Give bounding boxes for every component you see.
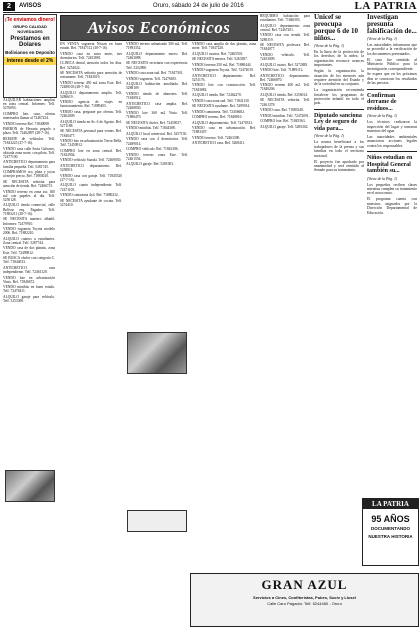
classified-ad: VENDO vehículo Suzuki. Telf. 72469030. bbox=[60, 158, 122, 163]
classified-ad: SE NECESITA secretaria con experiencia. Telf. 5252890. bbox=[126, 61, 188, 70]
ad-brand-name: GRAN AZUL bbox=[261, 577, 348, 592]
classified-ad: ALQUILO departamento amplio. Telf. 5286619. bbox=[60, 90, 122, 99]
classified-ad: ALQUILO departamento nuevo. Ref. 72463088. bbox=[126, 51, 188, 60]
classified-ad: SE NECESITA señorita para atención de tienda. Ref. 72466715. bbox=[3, 179, 55, 189]
classified-ad: ALQUILER habitaciones amplias en zona central. Informes: Telf. 5276093. bbox=[3, 98, 55, 111]
promo-line-1: ¡Te enviamos dinero! bbox=[5, 17, 55, 23]
classified-ad: SE NECESITA ayudante de cocina. Telf. 5274410. bbox=[60, 198, 122, 207]
classified-ad: VENDO casa en zona norte, tres dormitorios. Telf. 72453881. bbox=[60, 51, 122, 60]
classified-ad: VENDO casa. Ref. 71883340. bbox=[260, 108, 304, 113]
classified-ad: ALQUILO tienda comercial, calle Bolívar esq. Pagador. Telf. 71883211 (28-7-16). bbox=[3, 203, 55, 216]
classified-ad: SE NECESITA ayudante. Ref. 5289014. bbox=[192, 104, 251, 109]
ad-title: LA PATRIA bbox=[363, 499, 418, 509]
article-paragraph: Según la organización, la situación de los menores aún requiere atención del Estado y de la sociedad en su conjunto. bbox=[314, 69, 364, 87]
classified-ad: VENDO casa, pregunte por ofertas. Telf. 72462009. bbox=[60, 109, 122, 119]
article-byline-2: (Viene de la Pág. 1) bbox=[367, 114, 398, 119]
classified-ad: VENDO terreno en zona sur, 300 m2 con papeles al día. Telf. 5250128. bbox=[3, 189, 55, 202]
article-byline-3: (Viene de la Pág. 1) bbox=[367, 176, 398, 181]
classified-ad: VENDO tienda de abarrotes. Telf. 71840912. bbox=[126, 91, 188, 101]
promo-line-5: interes desde el 2% bbox=[4, 57, 56, 65]
classified-ad: COMPRAMOS oro, plata y joyas al mejor precio. Ref. 71883020. bbox=[3, 170, 55, 179]
promo-line-3: Prestamos en Dolares bbox=[10, 36, 50, 48]
classified-ad: VENDO casa calle Soria Galvarro, ubicada zona norte, con pileta. Telf. 72477100. bbox=[3, 146, 55, 159]
classified-ad: COMPRO lote, casa, ofertas interesados llamar al 72467234. bbox=[3, 111, 55, 121]
dateline: Oruro, sábado 24 de julio de 2016 bbox=[153, 3, 244, 9]
classified-ad: VENDO minibús. Telf. 71844388. bbox=[126, 126, 176, 131]
classified-ad: VENDO lote. Telf. 71889112. bbox=[260, 68, 304, 73]
classified-ad: VENDO terreno urbanizado 300 m2. Telf. 71893352. bbox=[126, 42, 188, 51]
article-byline-2: (Viene de la Pág. 1) bbox=[314, 134, 345, 139]
classified-ad: VENDO terreno 450 m2 zona Este. Ref. 72488103 (28-7-16). bbox=[60, 80, 122, 90]
classified-ad: ANTICRETICO departamento. Ref. 72466870. bbox=[260, 73, 310, 82]
ad-years: 95 AÑOS bbox=[371, 514, 410, 524]
classified-ad: SE NECESITA señorita. Telf. 72461378. bbox=[260, 98, 310, 107]
classified-ad: ANTICRETICO departamento. Ref. 5251176. bbox=[192, 73, 256, 82]
classified-ad: VENDO casa en urbanización. Ref. 71883307. bbox=[192, 126, 256, 135]
classified-ad: VENDO casa de dos plantas, zona Este. Telf. 72499812. bbox=[3, 246, 55, 255]
ad-photo bbox=[127, 332, 187, 374]
classified-ad: VENDO terreno. Telf. 72463390. bbox=[192, 135, 241, 140]
classified-ad: COMPRO lote. Ref. 71845563. bbox=[260, 119, 306, 124]
classified-ad: VENDO lote en urbanización Vinto. Ref. 71846672. bbox=[3, 275, 55, 284]
classified-ad: VENDO vagoneta. Telf. 72476655. bbox=[126, 76, 177, 81]
classified-ad: ALQUILO departamento. Telf. 72470331. bbox=[192, 120, 253, 125]
classified-ad: ALQUILO cuartos a estudiantes. Zona central. Telf. 5287744. bbox=[3, 236, 55, 245]
classified-ad: VENDO vehículo. Telf. 72453009. bbox=[260, 52, 310, 62]
ad-address: Calle Caro Pagador. Telf. 5244460 - Oruro bbox=[267, 601, 342, 606]
classified-ad: SE NECESITA chofer. Ref. 72450017. bbox=[126, 120, 182, 125]
classified-ad: VENDO casa amplia de dos plantas, zona norte. Telf. 71847220. bbox=[192, 42, 256, 51]
article-paragraph: Las autoridades ambientales anunciaron acciones legales contra los responsables. bbox=[367, 134, 417, 148]
classified-ad: VENDO casa con garaje. Telf. 71845520 (27-7-16). bbox=[60, 173, 122, 182]
classified-ad: ALQUILO tienda. Ref. 72462270. bbox=[192, 93, 242, 98]
classified-ad: VENDO terreno 400 m2. Telf. 71840206. bbox=[260, 83, 310, 92]
ad-tagline-1: DOCUMENTANDO bbox=[371, 526, 410, 531]
ad-tagline-2: NUESTRA HISTORIA bbox=[368, 534, 413, 539]
article-byline: (Viene de la Pág. 1) bbox=[367, 37, 398, 41]
section-name: AVISOS bbox=[19, 3, 42, 9]
classified-ad: REQUIERO habitación para estudiantes. Telf. 71846503. bbox=[260, 14, 310, 23]
page-header bbox=[3, 2, 417, 13]
article-byline: (Viene de la Pág. 1) bbox=[314, 44, 345, 48]
classified-ad: VENDO lote en urbanización Tierra Bella. Telf. 72450912. bbox=[60, 139, 122, 148]
classified-ad: ALQUILO garaje. Ref. 5281003. bbox=[126, 162, 174, 167]
article-headline-2: Diputado sanciona Ley de seguro de vida para... bbox=[314, 112, 362, 132]
la-patria-anniversary-ad bbox=[362, 498, 419, 566]
classified-ad: SE NECESITA personal para ventas. Ref. 71840477. bbox=[60, 129, 122, 138]
classified-ad: ALQUILO garaje. Telf. 5283302. bbox=[260, 124, 309, 129]
classified-ad: CLINICA dental, atención todos los días. Ref. 5254022. bbox=[60, 61, 122, 70]
classified-ad: REMATE de vehículos. Telf. 71843225 (27-7-16). bbox=[3, 136, 55, 146]
article-paragraph: Las autoridades informaron que se procedió a la verificación de los documentos presentados. bbox=[367, 43, 417, 56]
article-paragraph: Se espera que en los próximos días se conozcan los resultados de las pericias. bbox=[367, 72, 417, 86]
promo-line-4: Bolivianos en Deposito bbox=[5, 50, 55, 55]
classified-ad: ALQUILO cuarto independiente. Telf. 72471105. bbox=[60, 183, 122, 192]
article-headline-2: Confirman derrame de residuos... bbox=[367, 92, 397, 112]
classified-ad: COMPRO terreno. Ref. 71848810. bbox=[192, 115, 243, 120]
article-headline: Unicef se preocupa porque 6 de 10 niños... bbox=[314, 14, 359, 42]
classified-ad: VENDO terreno Ref. 71840098 bbox=[3, 121, 49, 126]
classified-ad: ALQUILO tienda. Ref. 5256014. bbox=[260, 92, 308, 97]
classified-ad: ANTICRETICO casa amplia. Ref. 72468830. bbox=[126, 101, 188, 110]
classified-ad: VENDO camioneta. Telf. 72456602. bbox=[192, 109, 245, 114]
classified-ad: ALQUILO local comercial. Ref. 5257130. bbox=[126, 131, 188, 136]
classified-ad: ANTICRETICO departamento para familia pequeña. Telf. 5281745. bbox=[3, 160, 55, 169]
classified-ad: VENDO lote 360 m2 Vinto. Telf. 71886470. bbox=[126, 111, 188, 120]
classified-ad: VENDO casa zona sud. Ref. 71847301. bbox=[126, 71, 184, 76]
classified-ad: VENDO vagoneta Toyota. Telf. 72474019. bbox=[192, 68, 254, 73]
classified-ad: VENDO minibús. Telf. 72472091. bbox=[260, 113, 310, 118]
classified-ad: VENDO terreno 250 m2. Ref. 71880444. bbox=[192, 62, 252, 67]
classified-ad: VENDO vagoneta Toyota modelo 2006. Ref. 71882210. bbox=[3, 227, 55, 236]
article-paragraph: En la línea de la protección de los derechos de la niñez, la organización reconoce avances importantes. bbox=[314, 50, 364, 68]
news-column-right bbox=[367, 14, 417, 494]
promo-line-2: GRUPO CALIDAD NOVEDADES bbox=[13, 24, 47, 34]
news-column-center bbox=[314, 14, 364, 570]
classified-ad: PARRON de Hexaria pegado a plaza. Telf. 72462897 (28-7-16). bbox=[3, 127, 55, 136]
classified-ad: SE NECESITA señorita para atención de restaurante. Telf. 71843019. bbox=[60, 71, 122, 80]
classified-ad: ALQUILO cuarto. Ref. 5272883. bbox=[260, 62, 309, 67]
classified-ad: VENDO camioneta 4x4. Ref. 71880232. bbox=[60, 193, 119, 198]
classified-ad: ANTICRETICO departamento. Ref. 5258811. bbox=[60, 163, 122, 173]
classified-ad: SE NECESITA profesora. Ref. 71844077. bbox=[260, 43, 310, 52]
classified-ad: EN VENTA vagoneta Nissan en buen estado. Ref. 71847112 (30-7-16). bbox=[60, 42, 122, 51]
article-headline-3: Niños estudian en Hospital General también su... bbox=[367, 155, 413, 175]
article-headline: Investigan presunta falsificación de... bbox=[367, 14, 417, 35]
article-paragraph: Los técnicos realizaron la inspección del lugar y tomaron muestras del agua. bbox=[367, 120, 417, 133]
classified-ad: ANTICRETICO casa. Ref. 5268411. bbox=[192, 141, 246, 146]
article-paragraph: El programa cuenta con maestros asignados por la Dirección Departamental de Educación. bbox=[367, 197, 417, 215]
classified-ad: COMPRO lote en zona central. Ref. 71822904. bbox=[60, 148, 122, 157]
article-paragraph: La organización recomienda fortalecer los programas de protección infantil en todo el país. bbox=[314, 88, 364, 106]
classified-ad: VENDO casa zona sud. Telf. 71841130. bbox=[192, 98, 250, 103]
classified-ad: ALQUILO habitación amoblada. Ref. 5288109. bbox=[126, 82, 188, 91]
classified-ad: VENDO casa con 4 dormitorios. Telf. 72489014. bbox=[126, 137, 188, 146]
classified-ad: ANTICRETICO casa independiente. Telf. 72461120. bbox=[3, 265, 55, 275]
ad-services: Servicios a Cines, Confiteristas, Pubes, Suciv y Liusel bbox=[253, 595, 356, 600]
classified-ad: SE NECESITA mesera. Telf. 5263387. bbox=[192, 57, 248, 62]
classified-ad: ALQUILO cuartos. Ref. 72465501. bbox=[192, 51, 244, 56]
classified-ad: VENDO minibús en buen estado. Telf. 72476411. bbox=[3, 285, 55, 294]
ad-photo bbox=[5, 470, 55, 502]
ad-block bbox=[127, 510, 187, 532]
classifieds-column-2 bbox=[60, 42, 122, 625]
classified-ad: ALQUILO departamento zona central. Ref. 72467201. bbox=[260, 23, 310, 32]
page-number: 2 bbox=[3, 2, 15, 11]
classified-ad: ALQUILO tienda en Av. 6 de Agosto. Ref. 5271188. bbox=[60, 119, 122, 128]
loan-promo-ad bbox=[3, 14, 57, 98]
classified-ad: VENDO lote con construcción. Telf. 71843882. bbox=[192, 83, 256, 92]
classified-ad: VENDO casa con tienda. Telf. 5280319. bbox=[260, 33, 310, 42]
classifieds-column-4 bbox=[192, 42, 256, 570]
classified-ad: VENDO agencia de viajes en funcionamiento. Ref. 71889403. bbox=[60, 100, 122, 109]
masthead: LA PATRIA bbox=[354, 0, 417, 12]
classifieds-banner: Avisos Económicos bbox=[60, 15, 258, 41]
classified-ad: SE NECESITA maestro albañil. Informes: 72479910. bbox=[3, 217, 55, 226]
gran-azul-ad bbox=[190, 573, 419, 627]
article-paragraph: La norma beneficiará a los trabajadores de la prensa y sus familias en todo el territorio nacional. bbox=[314, 140, 364, 158]
article-paragraph: El proyecto fue aprobado por unanimidad y será remitido al Senado para su tratamiento. bbox=[314, 159, 364, 173]
classified-ad: VENDO terreno zona Este. Telf. 72461554. bbox=[126, 152, 188, 161]
classified-ad: SE BUSCA chofer con categoría C. Telf. 71844033. bbox=[3, 256, 55, 265]
classified-ad: COMPRO vehículo. Ref. 71843306. bbox=[126, 147, 179, 152]
article-paragraph: Los pequeños reciben clases mientras cumplen su tratamiento en el nosocomio. bbox=[367, 182, 417, 196]
article-paragraph: El caso fue remitido al Ministerio Público para la investigación correspondiente. bbox=[367, 57, 417, 71]
classified-ad: ALQUILO garaje para vehículo. Telf. 5253308. bbox=[3, 294, 55, 304]
classifieds-column-5 bbox=[260, 14, 310, 570]
